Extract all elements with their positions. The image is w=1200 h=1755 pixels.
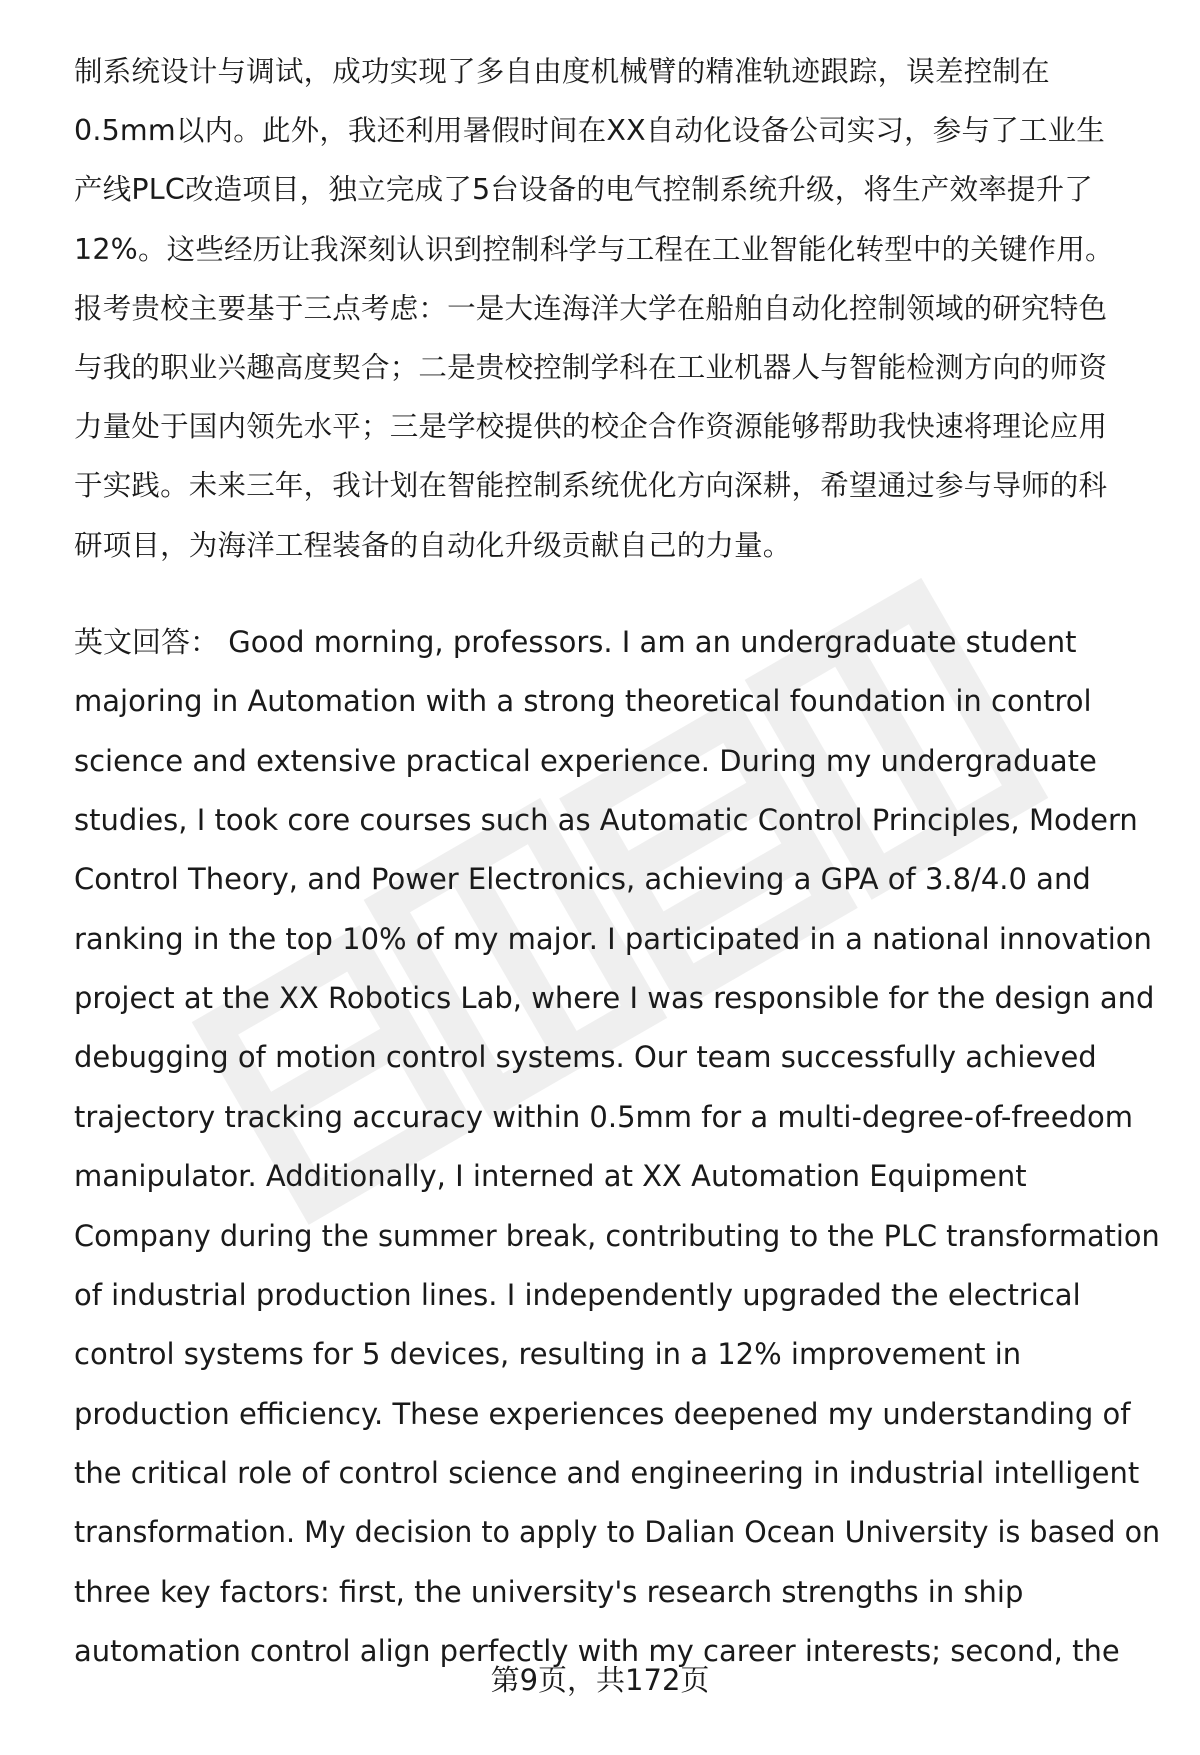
english-text-line: manipulator. Additionally, I interned at XX Automation Equipment: [74, 1159, 1027, 1194]
chinese-text-line: 12%。这些经历让我深刻认识到控制科学与工程在工业智能化转型中的关键作用。: [74, 232, 1114, 266]
chinese-text-line: 0.5mm以内。此外，我还利用暑假时间在XX自动化设备公司实习，参与了工业生: [74, 114, 1105, 148]
watermark-stamp: [170, 560, 1070, 1260]
chinese-text-line: 于实践。未来三年，我计划在智能控制系统优化方向深耕，希望通过参与导师的科: [74, 469, 1108, 503]
english-text-line: ranking in the top 10% of my major. I participated in a national innovation: [74, 921, 1152, 956]
english-text-line: transformation. My decision to apply to Dalian Ocean University is based on: [74, 1515, 1161, 1550]
english-text-line: Company during the summer break, contributing to the PLC transformation: [74, 1218, 1160, 1253]
english-text-line: science and extensive practical experience. During my undergraduate: [74, 743, 1097, 778]
chinese-text-line: 制系统设计与调试，成功实现了多自由度机械臂的精准轨迹跟踪，误差控制在: [74, 55, 1050, 88]
english-text-line: the critical role of control science and engineering in industrial intelligent: [74, 1455, 1140, 1490]
chinese-text-line: 报考贵校主要基于三点考虑：一是大连海洋大学在船舶自动化控制领域的研究特色: [74, 291, 1108, 325]
chinese-text-line: 研项目，为海洋工程装备的自动化升级贡献自己的力量。: [74, 528, 792, 562]
english-text-line: control systems for 5 devices, resulting in a 12% improvement in: [74, 1337, 1022, 1372]
english-text-line: Control Theory, and Power Electronics, achieving a GPA of 3.8/4.0 and: [74, 862, 1091, 897]
english-text-line: debugging of motion control systems. Our team successfully achieved: [74, 1040, 1097, 1075]
chinese-text-line: 产线PLC改造项目，独立完成了5台设备的电气控制系统升级，将生产效率提升了: [74, 173, 1093, 207]
chinese-text-line: 与我的职业兴趣高度契合；二是贵校控制学科在工业机器人与智能检测方向的师资: [74, 351, 1108, 384]
english-text-line: project at the XX Robotics Lab, where I was responsible for the design and: [74, 981, 1155, 1016]
english-text-line: studies, I took core courses such as Automatic Control Principles, Modern: [74, 803, 1138, 838]
english-text-line: production efficiency. These experiences deepened my understanding of: [74, 1396, 1131, 1431]
english-answer-heading-line: 英文回答： Good morning, professors. I am an undergraduate student: [74, 625, 1077, 659]
english-text-line: majoring in Automation with a strong theoretical foundation in control: [74, 684, 1092, 719]
english-text-line: trajectory tracking accuracy within 0.5mm for a multi-degree-of-freedom: [74, 1099, 1133, 1134]
english-text-line: of industrial production lines. I independently upgraded the electrical: [74, 1277, 1081, 1312]
chinese-text-line: 力量处于国内领先水平；三是学校提供的校企合作资源能够帮助我快速将理论应用: [74, 410, 1108, 444]
english-text-line: three key factors: first, the university's research strengths in ship: [74, 1574, 1024, 1609]
page-number-footer: 第9页，共172页: [490, 1663, 710, 1697]
english-text-line: automation control align perfectly with my career interests; second, the: [74, 1633, 1120, 1668]
